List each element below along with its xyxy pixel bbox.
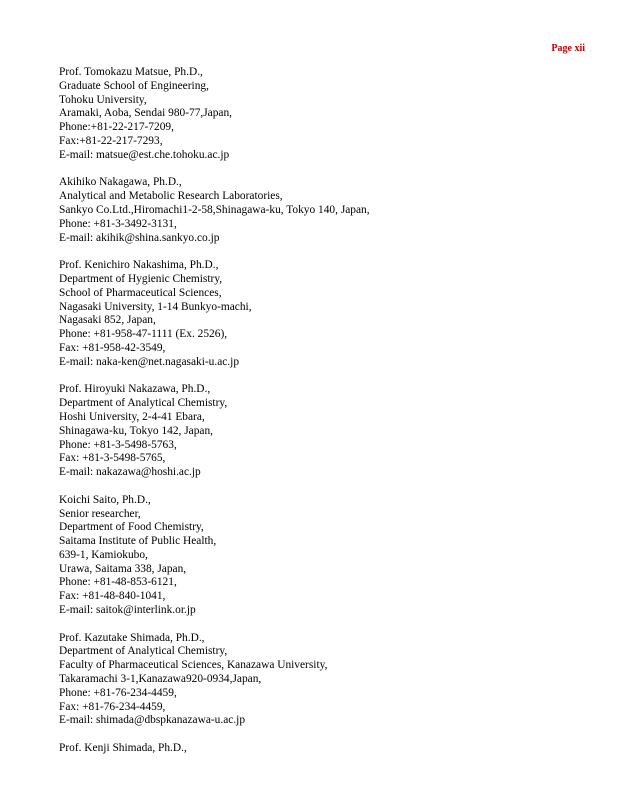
contact-entry-saito (59, 494, 619, 618)
contact-affiliation: School of Pharmaceutical Sciences, (59, 286, 222, 299)
contact-fax: Fax: +81-76-234-4459, (59, 700, 166, 713)
contact-title: Senior researcher, (59, 507, 141, 520)
contact-name: Prof. Kazutake Shimada, Ph.D., (59, 631, 205, 644)
contact-phone: Phone: +81-958-47-1111 (Ex. 2526), (59, 328, 228, 341)
contact-name: Akihiko Nakagawa, Ph.D., (59, 176, 182, 189)
contact-name: Prof. Hiroyuki Nakazawa, Ph.D., (59, 383, 211, 396)
contact-address: Takaramachi 3-1,Kanazawa920-0934,Japan, (59, 673, 262, 686)
contact-affiliation: Graduate School of Engineering, (59, 79, 209, 92)
contact-institution: Nagasaki University, 1-14 Bunkyo-machi, (59, 300, 252, 313)
contact-phone: Phone: +81-76-234-4459, (59, 686, 177, 699)
page-number: Page xii (551, 43, 585, 54)
contact-entry-kenji-shimada (59, 742, 619, 756)
contact-email: E-mail: nakazawa@hoshi.ac.jp (59, 466, 201, 479)
contact-name: Prof. Kenji Shimada, Ph.D., (59, 742, 187, 755)
contact-phone: Phone: +81-3-3492-3131, (59, 217, 177, 230)
contact-fax: Fax: +81-48-840-1041, (59, 590, 166, 603)
contact-affiliation: Department of Analytical Chemistry, (59, 645, 228, 658)
contact-phone: Phone: +81-3-5498-5763, (59, 438, 177, 451)
contact-institution: Faculty of Pharmaceutical Sciences, Kanazawa University, (59, 659, 328, 672)
contact-name: Prof. Kenichiro Nakashima, Ph.D., (59, 259, 219, 272)
contact-affiliation: Department of Analytical Chemistry, (59, 397, 228, 410)
contact-fax: Fax: +81-958-42-3549, (59, 341, 166, 354)
contact-address: Sankyo Co.Ltd.,Hiromachi1-2-58,Shinagawa-ku, Tokyo 140, Japan, (59, 203, 370, 216)
contact-email: E-mail: saitok@interlink.or.jp (59, 604, 196, 617)
contact-affiliation: Department of Food Chemistry, (59, 521, 204, 534)
contact-email: E-mail: shimada@dbspkanazawa-u.ac.jp (59, 714, 246, 727)
contact-entry-nakazawa (59, 383, 619, 480)
contact-list (59, 66, 619, 770)
contact-email: E-mail: akihik@shina.sankyo.co.jp (59, 231, 220, 244)
contact-entry-nakashima (59, 259, 619, 369)
contact-address: 639-1, Kamiokubo, (59, 548, 148, 561)
contact-entry-kazutake-shimada (59, 632, 619, 729)
contact-phone: Phone:+81-22-217-7209, (59, 121, 174, 134)
contact-email: E-mail: matsue@est.che.tohoku.ac.jp (59, 148, 230, 161)
contact-phone: Phone: +81-48-853-6121, (59, 576, 177, 589)
contact-institution: Saitama Institute of Public Health, (59, 535, 217, 548)
contact-email: E-mail: naka-ken@net.nagasaki-u.ac.jp (59, 355, 240, 368)
contact-entry-nakagawa (59, 176, 619, 245)
contact-address: Aramaki, Aoba, Sendai 980-77,Japan, (59, 107, 233, 120)
contact-address: Urawa, Saitama 338, Japan, (59, 562, 187, 575)
contact-fax: Fax:+81-22-217-7293, (59, 134, 163, 147)
contact-address: Shinagawa-ku, Tokyo 142, Japan, (59, 424, 214, 437)
contact-entry-matsue (59, 66, 619, 163)
contact-name: Koichi Saito, Ph.D., (59, 493, 151, 506)
contact-institution: Tohoku University, (59, 93, 147, 106)
contact-affiliation: Department of Hygienic Chemistry, (59, 272, 223, 285)
contact-institution: Hoshi University, 2-4-41 Ebara, (59, 410, 205, 423)
contact-address: Nagasaki 852, Japan, (59, 314, 156, 327)
contact-affiliation: Analytical and Metabolic Research Laboratories, (59, 190, 283, 203)
contact-fax: Fax: +81-3-5498-5765, (59, 452, 166, 465)
contact-name: Prof. Tomokazu Matsue, Ph.D., (59, 66, 203, 78)
